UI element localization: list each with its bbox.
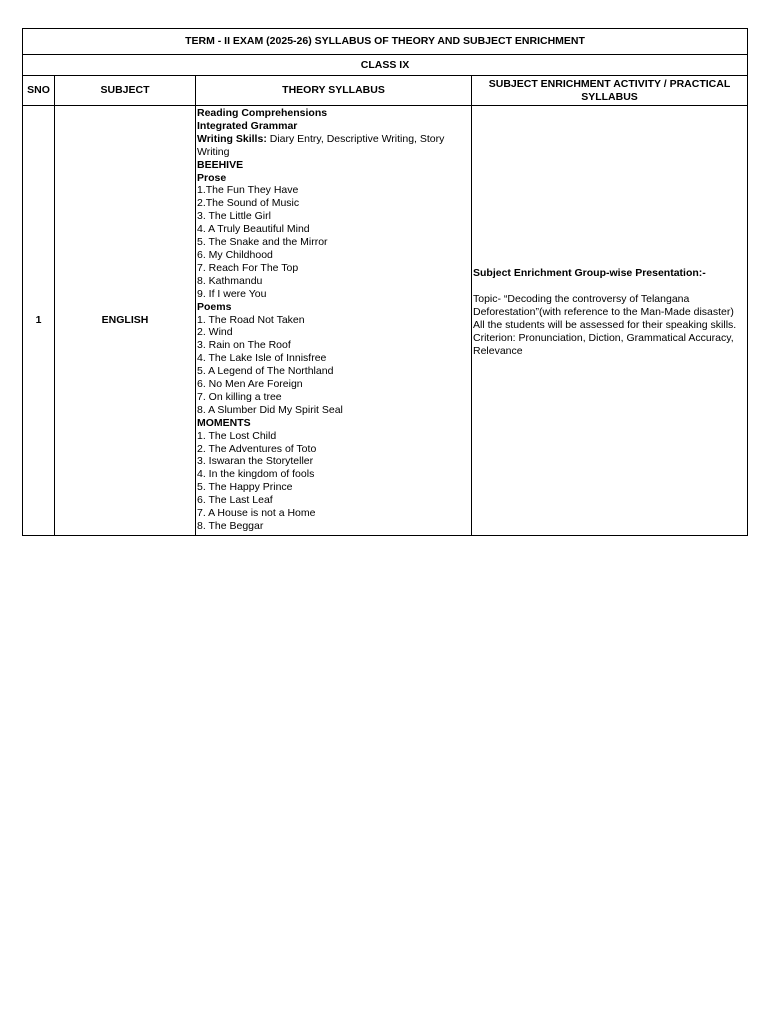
enrichment-topic: Topic- “Decoding the controversy of Telangana Deforestation”(with reference to the Man-Made disaster) — [473, 293, 734, 318]
list-item: 6. My Childhood — [197, 248, 273, 261]
list-item: 5. A Legend of The Northland — [197, 365, 334, 378]
syllabus-table — [22, 28, 748, 536]
list-item: 8. Kathmandu — [197, 274, 263, 287]
beehive-heading: BEEHIVE — [197, 158, 244, 171]
class-row — [23, 55, 748, 76]
enrichment-criterion: Criterion: Pronunciation, Diction, Grammatical Accuracy, Relevance — [473, 331, 734, 357]
row-sno: 1 — [23, 106, 55, 536]
list-item: 1. The Lost Child — [197, 429, 277, 442]
row-subject: ENGLISH — [55, 106, 196, 536]
list-item: 8. A Slumber Did My Spirit Seal — [197, 403, 343, 416]
list-item: 6. No Men Are Foreign — [197, 378, 303, 391]
header-theory: THEORY SYLLABUS — [196, 76, 472, 106]
header-sno: SNO — [23, 76, 55, 106]
header-subject: SUBJECT — [55, 76, 196, 106]
list-item: 3. The Little Girl — [197, 210, 271, 223]
list-item: 2. The Adventures of Toto — [197, 442, 317, 455]
poems-heading: Poems — [197, 300, 232, 313]
list-item: 2. Wind — [197, 326, 233, 339]
header-row — [23, 76, 748, 106]
list-item: 8. The Beggar — [197, 520, 264, 532]
prose-heading: Prose — [197, 171, 227, 184]
enrichment-heading: Subject Enrichment Group-wise Presentation:- — [473, 267, 706, 280]
enrichment-assessment: All the students will be assessed for their speaking skills. — [473, 318, 737, 331]
writing-skills — [197, 133, 470, 159]
list-item: 4. The Lake Isle of Innisfree — [197, 352, 327, 365]
title-row — [23, 29, 748, 55]
list-item: 1. The Road Not Taken — [197, 313, 305, 326]
theory-syllabus-cell — [196, 106, 472, 536]
list-item: 4. A Truly Beautiful Mind — [197, 223, 310, 236]
moments-heading: MOMENTS — [197, 416, 251, 429]
reading-comprehensions: Reading Comprehensions — [197, 107, 328, 119]
list-item: 3. Rain on The Roof — [197, 339, 291, 352]
enrichment-cell — [472, 106, 748, 536]
table-title: TERM - II EXAM (2025-26) SYLLABUS OF THEORY AND SUBJECT ENRICHMENT — [23, 29, 748, 55]
list-item: 1.The Fun They Have — [197, 184, 299, 197]
header-enrichment: SUBJECT ENRICHMENT ACTIVITY / PRACTICAL SYLLABUS — [472, 76, 748, 106]
list-item: 5. The Happy Prince — [197, 481, 293, 494]
class-label: CLASS IX — [23, 55, 748, 76]
list-item: 4. In the kingdom of fools — [197, 468, 315, 481]
list-item: 6. The Last Leaf — [197, 494, 273, 507]
list-item: 7. Reach For The Top — [197, 261, 299, 274]
integrated-grammar: Integrated Grammar — [197, 119, 298, 132]
table-row — [23, 106, 748, 536]
list-item: 7. A House is not a Home — [197, 507, 316, 520]
list-item: 9. If I were You — [197, 287, 267, 300]
list-item: 7. On killing a tree — [197, 390, 282, 403]
spacer — [473, 280, 746, 293]
list-item: 2.The Sound of Music — [197, 197, 300, 210]
list-item: 3. Iswaran the Storyteller — [197, 455, 314, 468]
writing-skills-label: Writing Skills: — [197, 132, 267, 145]
writing-skills-text: Diary Entry, Descriptive Writing, Story Writing — [197, 132, 445, 158]
list-item: 5. The Snake and the Mirror — [197, 236, 328, 249]
enrichment-block — [473, 267, 746, 357]
